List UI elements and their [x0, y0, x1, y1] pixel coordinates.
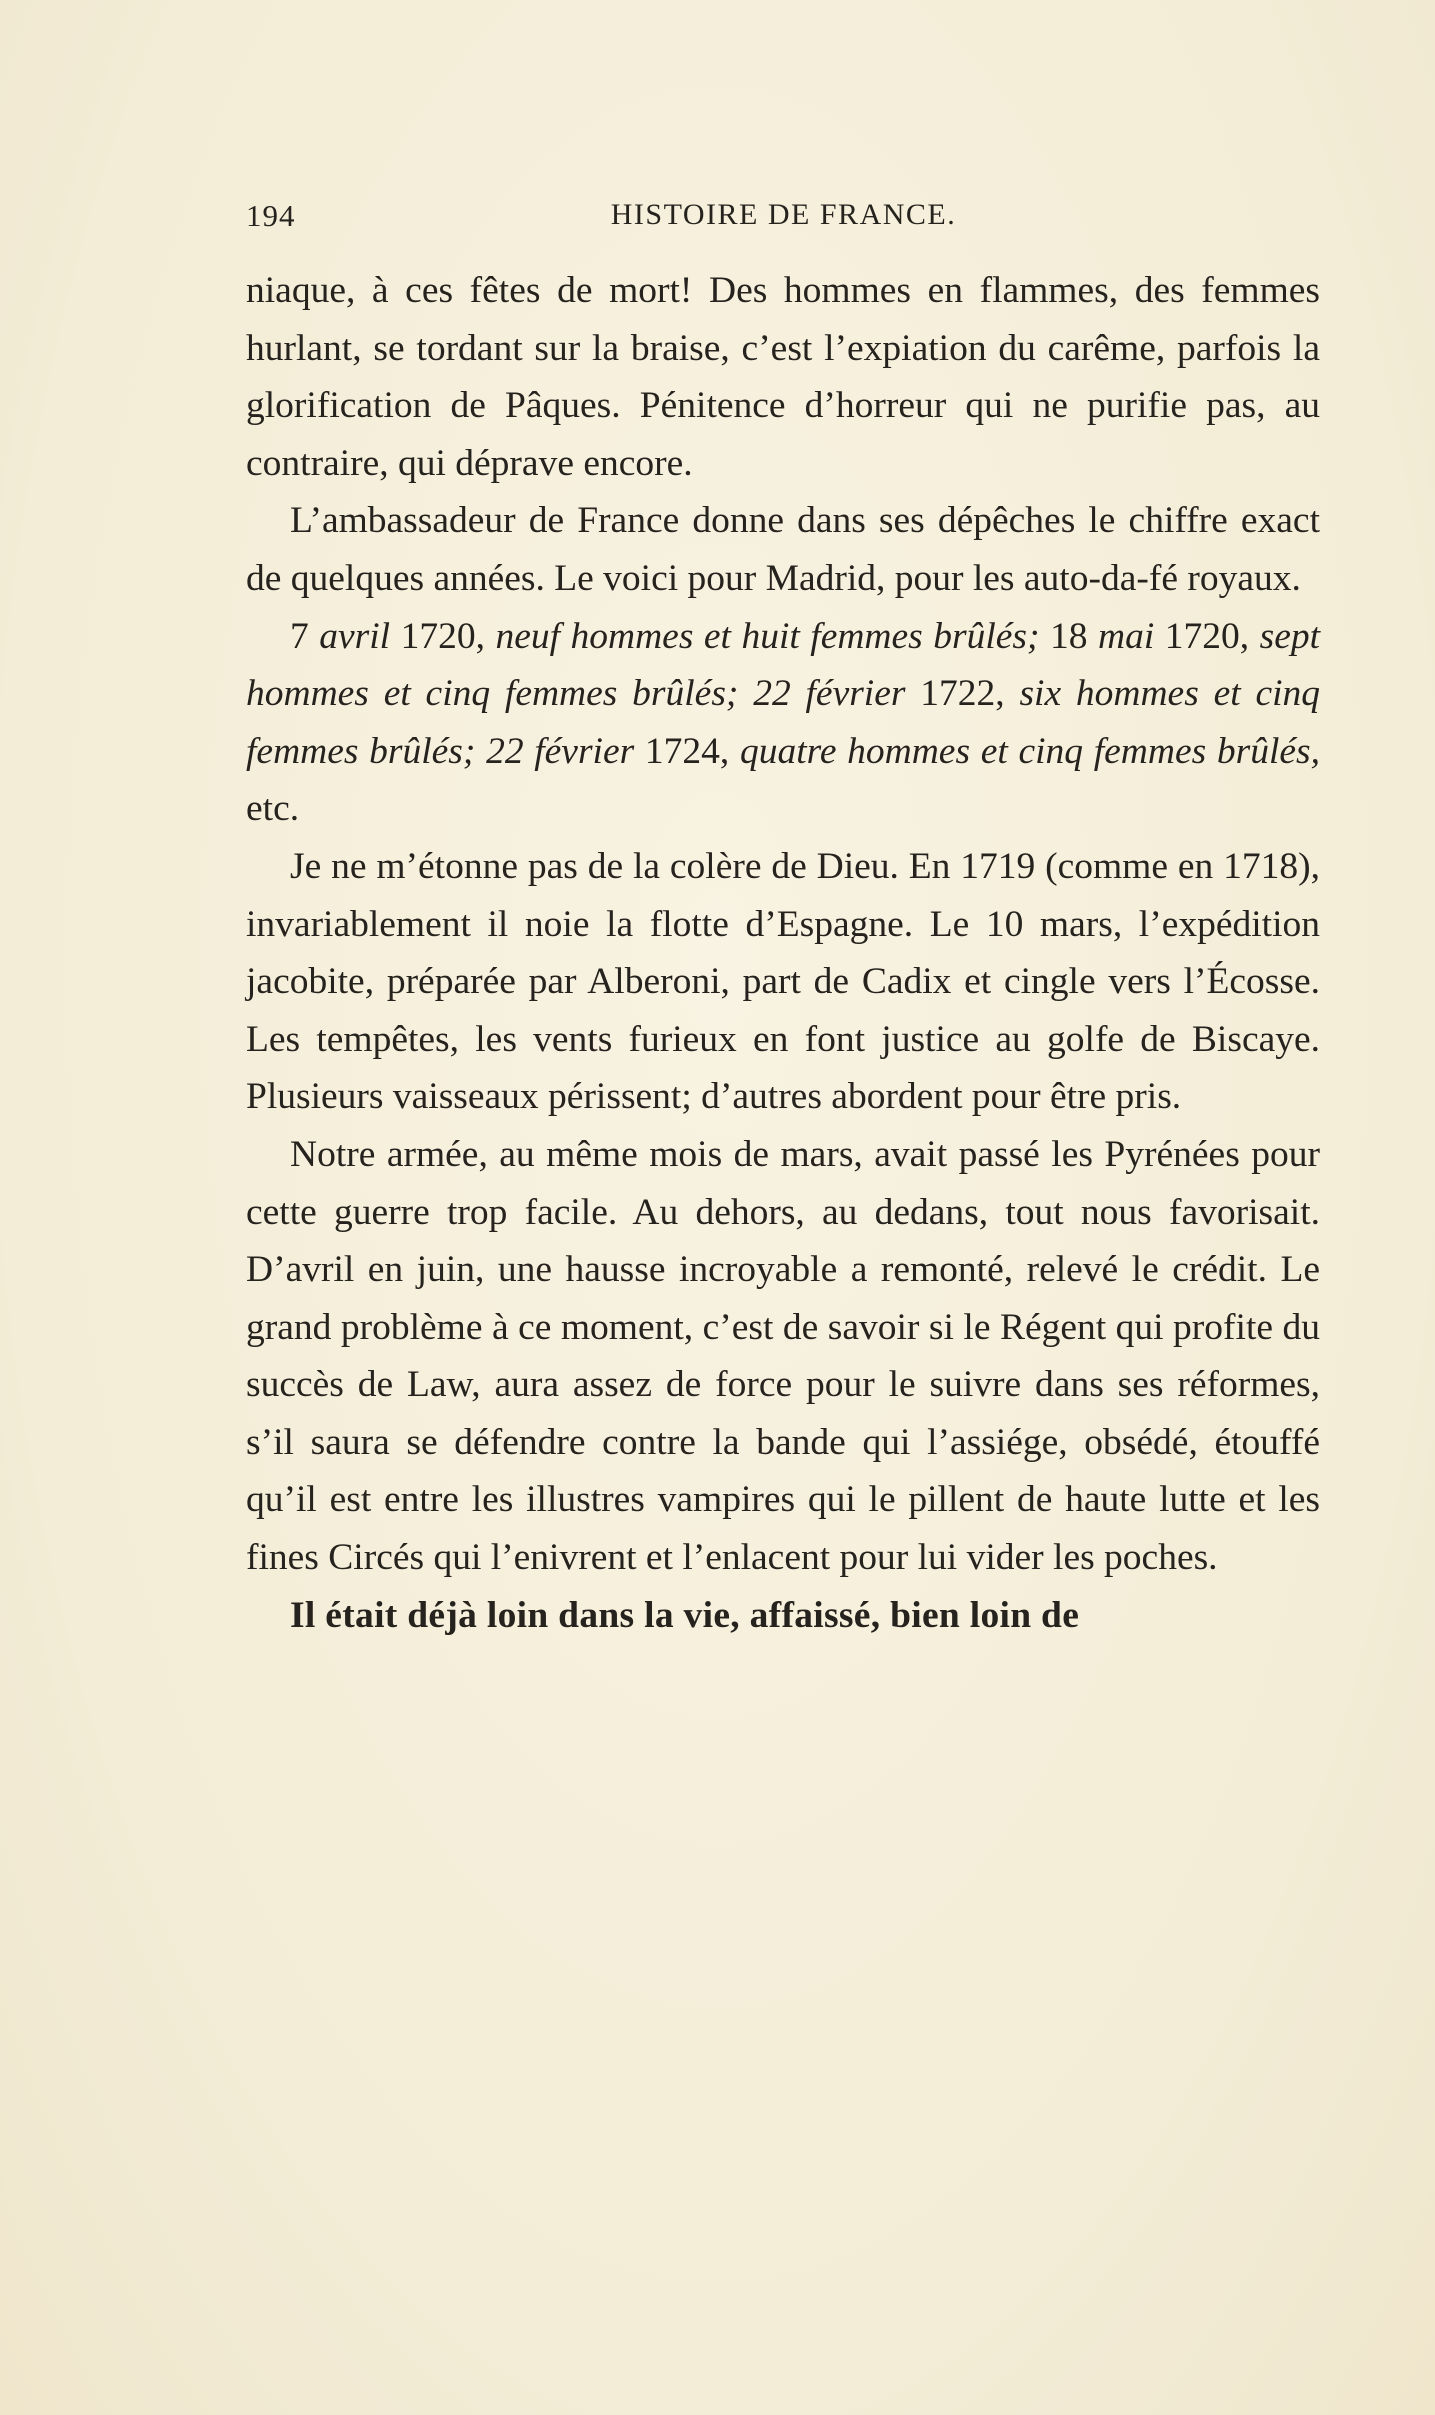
paragraph-2: L’ambassadeur de France donne dans ses dépêches le chiffre exact de quelques années. Le voici pour Madrid, pour les auto-da-fé royaux.: [246, 500, 1320, 599]
running-head: [246, 198, 1321, 244]
page-number: 194: [246, 198, 296, 233]
p3-text-1: 7: [290, 615, 320, 657]
paragraph-5: Notre armée, au même mois de mars, avait passé les Pyrénées pour cette guerre trop facile. Au dehors, au dedans, tout nous favorisait. D’avril en juin, une hausse incroyable a remonté, relevé le crédit. Le grand problème à ce moment, c’est de savoir si le Régent qui profite du succès de Law, aura assez de force pour le suivre dans ses réformes, s’il saura se défendre contre la bande qui l’assiége, obsédé, étouffé qu’il est entre les illustres vampires qui le pillent de haute lutte et les fines Circés qui l’enivrent et l’enlacent pour lui vider les poches.: [246, 1133, 1320, 1579]
p3-text-2: 1720,: [390, 615, 496, 657]
paragraph-6: Il était déjà loin dans la vie, affaissé, bien loin de: [290, 1594, 1080, 1636]
body-text: [246, 262, 1320, 1644]
p3-text-6: 1724,: [634, 730, 740, 772]
paragraph-3: [246, 608, 1320, 838]
paragraph-4: Je ne m’étonne pas de la colère de Dieu. En 1719 (comme en 1718), invariablement il noie la flotte d’Espagne. Le 10 mars, l’expédition jacobite, préparée par Alberoni, part de Cadix et cingle vers l’Écosse. Les tempêtes, les vents furieux en font justice au golfe de Biscaye. Plusieurs vaisseaux périssent; d’autres abordent pour être pris.: [246, 845, 1320, 1118]
paragraph-1: niaque, à ces fêtes de mort! Des hommes en flammes, des femmes hurlant, se tordant sur la braise, c’est l’expiation du carême, parfois la glorification de Pâques. Pénitence d’horreur qui ne purifie pas, au contraire, qui déprave encore.: [246, 270, 1320, 484]
p3-italic-1: avril: [319, 615, 391, 657]
p3-text-3: 18: [1039, 615, 1098, 657]
p3-italic-6: quatre hommes et cinq femmes brûlés,: [739, 730, 1320, 772]
p3-italic-2: neuf hommes et huit femmes brûlés;: [495, 615, 1040, 657]
p3-italic-5: six hommes et cinq femmes brûlés; 22 février: [246, 673, 1321, 772]
p3-text-5: 1722,: [905, 673, 1020, 715]
p3-text-7: etc.: [246, 788, 300, 830]
p3-italic-3: mai: [1098, 615, 1155, 657]
p3-italic-4: sept hommes et cinq femmes brûlés; 22 février: [246, 615, 1321, 715]
running-title: HISTOIRE DE FRANCE.: [610, 198, 957, 231]
p3-text-4: 1720,: [1154, 615, 1260, 657]
